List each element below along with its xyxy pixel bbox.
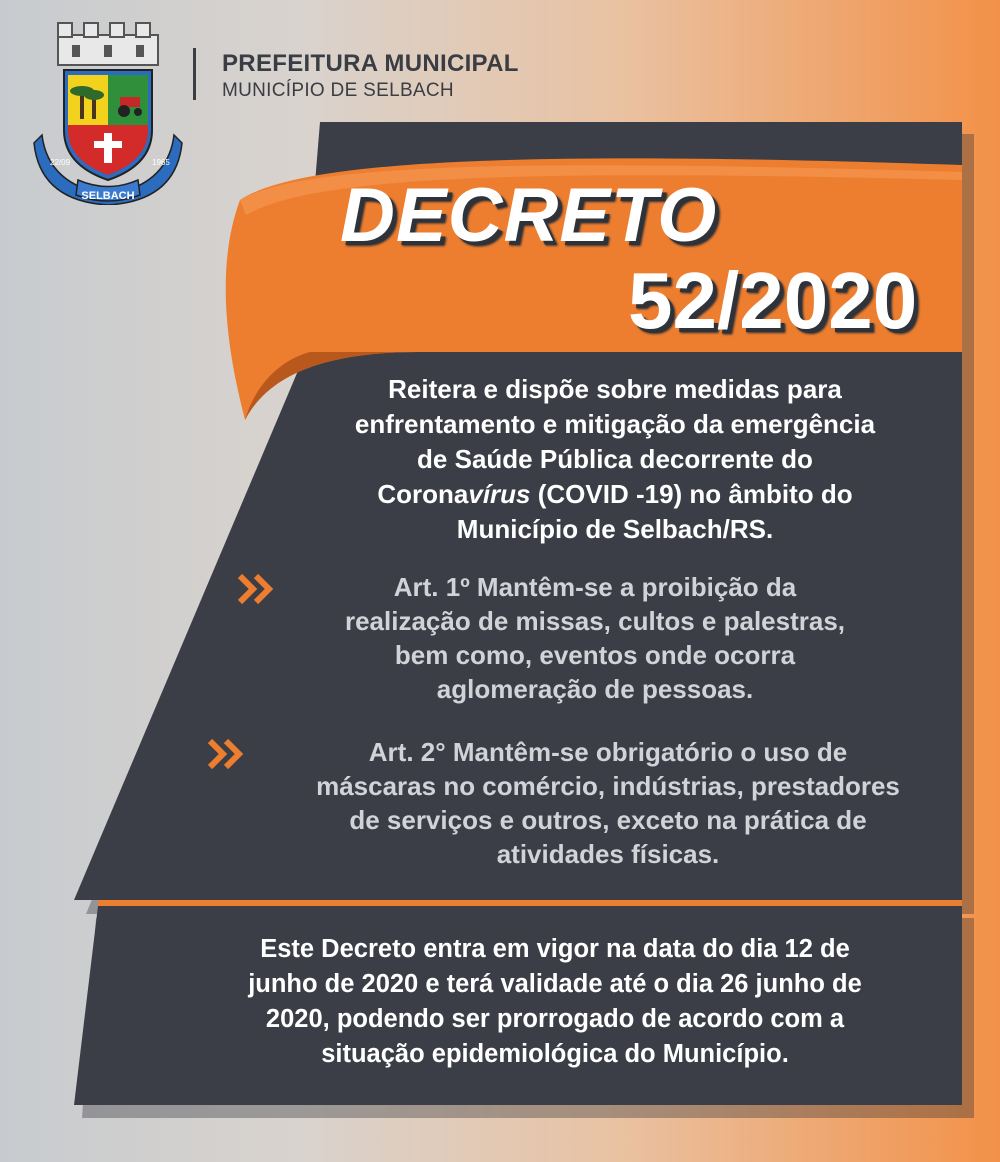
article-2: Art. 2° Mantêm-se obrigatório o uso de máscaras no comércio, indústrias, prestadores de serviços e outros, exceto na prática de atividades físicas.	[316, 737, 900, 869]
header-divider	[193, 48, 196, 100]
article-1: Art. 1º Mantêm-se a proibição da realização de missas, cultos e palestras, bem como, eventos onde ocorra aglomeração de pessoas.	[344, 572, 846, 704]
coat-of-arms-icon	[28, 15, 188, 205]
chevron-right-icon	[236, 572, 276, 606]
svg-text:22/09: 22/09	[50, 158, 71, 167]
svg-text:SELBACH: SELBACH	[81, 190, 135, 202]
intro-text: Reitera e dispõe sobre medidas para enfrentamento e mitigação da emergência de Saúde Pública decorrente do Coronavírus (COVID -19) no âmbito do Município de Selbach/RS.	[354, 374, 876, 544]
org-title: PREFEITURA MUNICIPAL	[222, 50, 519, 77]
header	[0, 0, 1000, 202]
decree-word: DECRETO	[340, 173, 718, 258]
decree-number: 52/2020	[628, 256, 918, 345]
separator-line	[98, 900, 962, 906]
chevron-right-icon	[206, 737, 246, 771]
org-subtitle: MUNICÍPIO DE SELBACH	[222, 80, 454, 101]
svg-text:1965: 1965	[152, 158, 170, 167]
validity-notice: Este Decreto entra em vigor na data do dia 12 de junho de 2020 e terá validade até o dia 26 junho de 2020, podendo ser prorrogado de acordo com a situação epidemiológica do Município.	[248, 935, 862, 1068]
